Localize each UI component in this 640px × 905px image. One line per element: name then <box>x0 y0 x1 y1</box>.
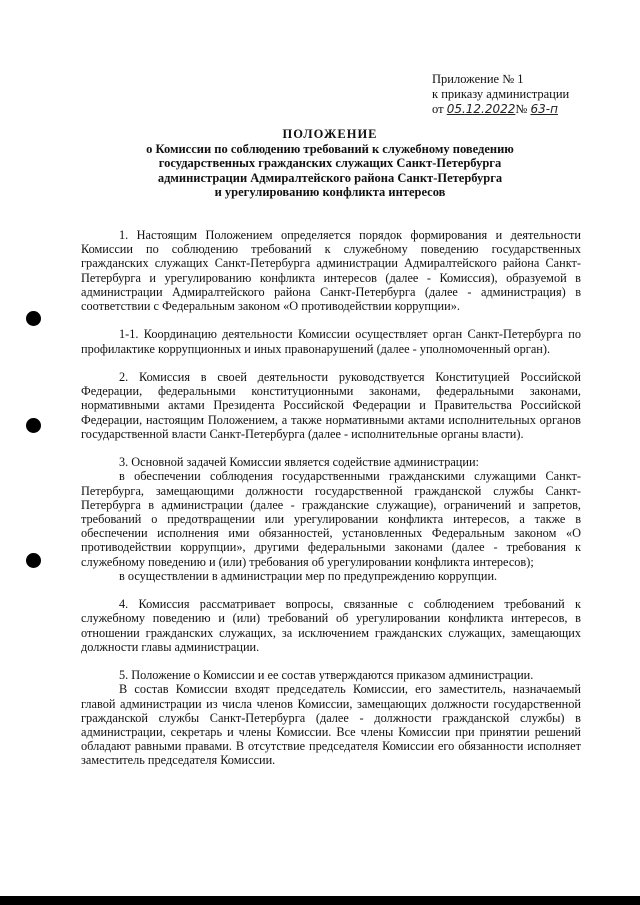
paragraph: 1. Настоящим Положением определяется порядок формирования и деятельности Комиссии по соблюдению требований к служебному поведению государственных гражданских служащих Санкт-Петербурга администрации Адмиралтейского района Санкт-Петербурга и урегулированию конфликта интересов (далее - Комиссия), образуемой в администрации Адмиралтейского района Санкт-Петербурга (далее - администрация) в соответствии с Федеральным законом «О противодействии коррупции». <box>81 228 581 314</box>
title-main: ПОЛОЖЕНИЕ <box>282 127 378 141</box>
appendix-line-3 <box>432 102 569 117</box>
title-line: администрации Адмиралтейского района Санкт-Петербурга <box>157 170 503 185</box>
appendix-line-1: Приложение № 1 <box>432 72 524 86</box>
handwritten-number: 63-п <box>530 102 558 116</box>
paragraph: 4. Комиссия рассматривает вопросы, связанные с соблюдением требований к служебному поведению и (или) требований об урегулировании конфликта интересов, в отношении гражданских служащих, за исключением гражданских служащих, замещающих должности главы администрации. <box>81 597 581 654</box>
paragraph: 3. Основной задачей Комиссии является содействие администрации: <box>119 455 479 470</box>
document-title <box>120 127 540 200</box>
paragraph: в осуществлении в администрации мер по предупреждению коррупции. <box>119 568 498 583</box>
appendix-header <box>432 72 569 117</box>
punch-hole-mark <box>26 553 41 568</box>
handwritten-date: 05.12.2022 <box>446 102 516 116</box>
paragraph: 2. Комиссия в своей деятельности руководствуется Конституцией Российской Федерации, федеральными конституционными законами, федеральными законами, нормативными актами Президента Российской Федерации и Правительства Российской Федерации, настоящим Положением, а также нормативными актами исполнительных органов государственной власти Санкт-Петербурга (далее - исполнительные органы власти). <box>81 370 581 441</box>
title-line: государственных гражданских служащих Санкт-Петербурга <box>158 156 502 170</box>
date-prefix: от <box>432 102 444 116</box>
punch-hole-mark <box>26 418 41 433</box>
paragraph: 5. Положение о Комиссии и ее состав утверждаются приказом администрации. <box>119 668 534 683</box>
paragraph: В состав Комиссии входят председатель Комиссии, его заместитель, назначаемый главой администрации из числа членов Комиссии, замещающих должности государственной гражданской службы Санкт-Петербурга (далее - должности гражданской службы) в администрации, секретарь и члены Комиссии. Все члены Комиссии при принятии решений обладают равными правами. В отсутствие председателя Комиссии его обязанности исполняет заместитель председателя Комиссии. <box>81 682 581 768</box>
title-line: и урегулированию конфликта интересов <box>214 185 446 199</box>
appendix-line-2: к приказу администрации <box>432 87 570 101</box>
scan-edge-bar <box>0 896 640 905</box>
punch-hole-mark <box>26 311 41 326</box>
paragraph: 1-1. Координацию деятельности Комиссии осуществляет орган Санкт-Петербурга по профилактике коррупционных и иных правонарушений (далее - уполномоченный орган). <box>81 327 581 356</box>
document-body <box>81 228 581 768</box>
paragraph: в обеспечении соблюдения государственными гражданскими служащими Санкт-Петербурга, замещающими должности государственной гражданской службы Санкт-Петербурга в администрации (далее - гражданские служащие), ограничений и запретов, требований о предотвращении или урегулировании конфликта интересов, а также в обеспечении исполнения ими обязанностей, установленных Федеральным законом «О противодействии коррупции», другими федеральными законами (далее - требования к служебному поведению и (или) требования об урегулировании конфликта интересов); <box>81 469 581 569</box>
number-prefix: № <box>515 102 528 116</box>
title-line: о Комиссии по соблюдению требований к служебному поведению <box>146 141 514 156</box>
